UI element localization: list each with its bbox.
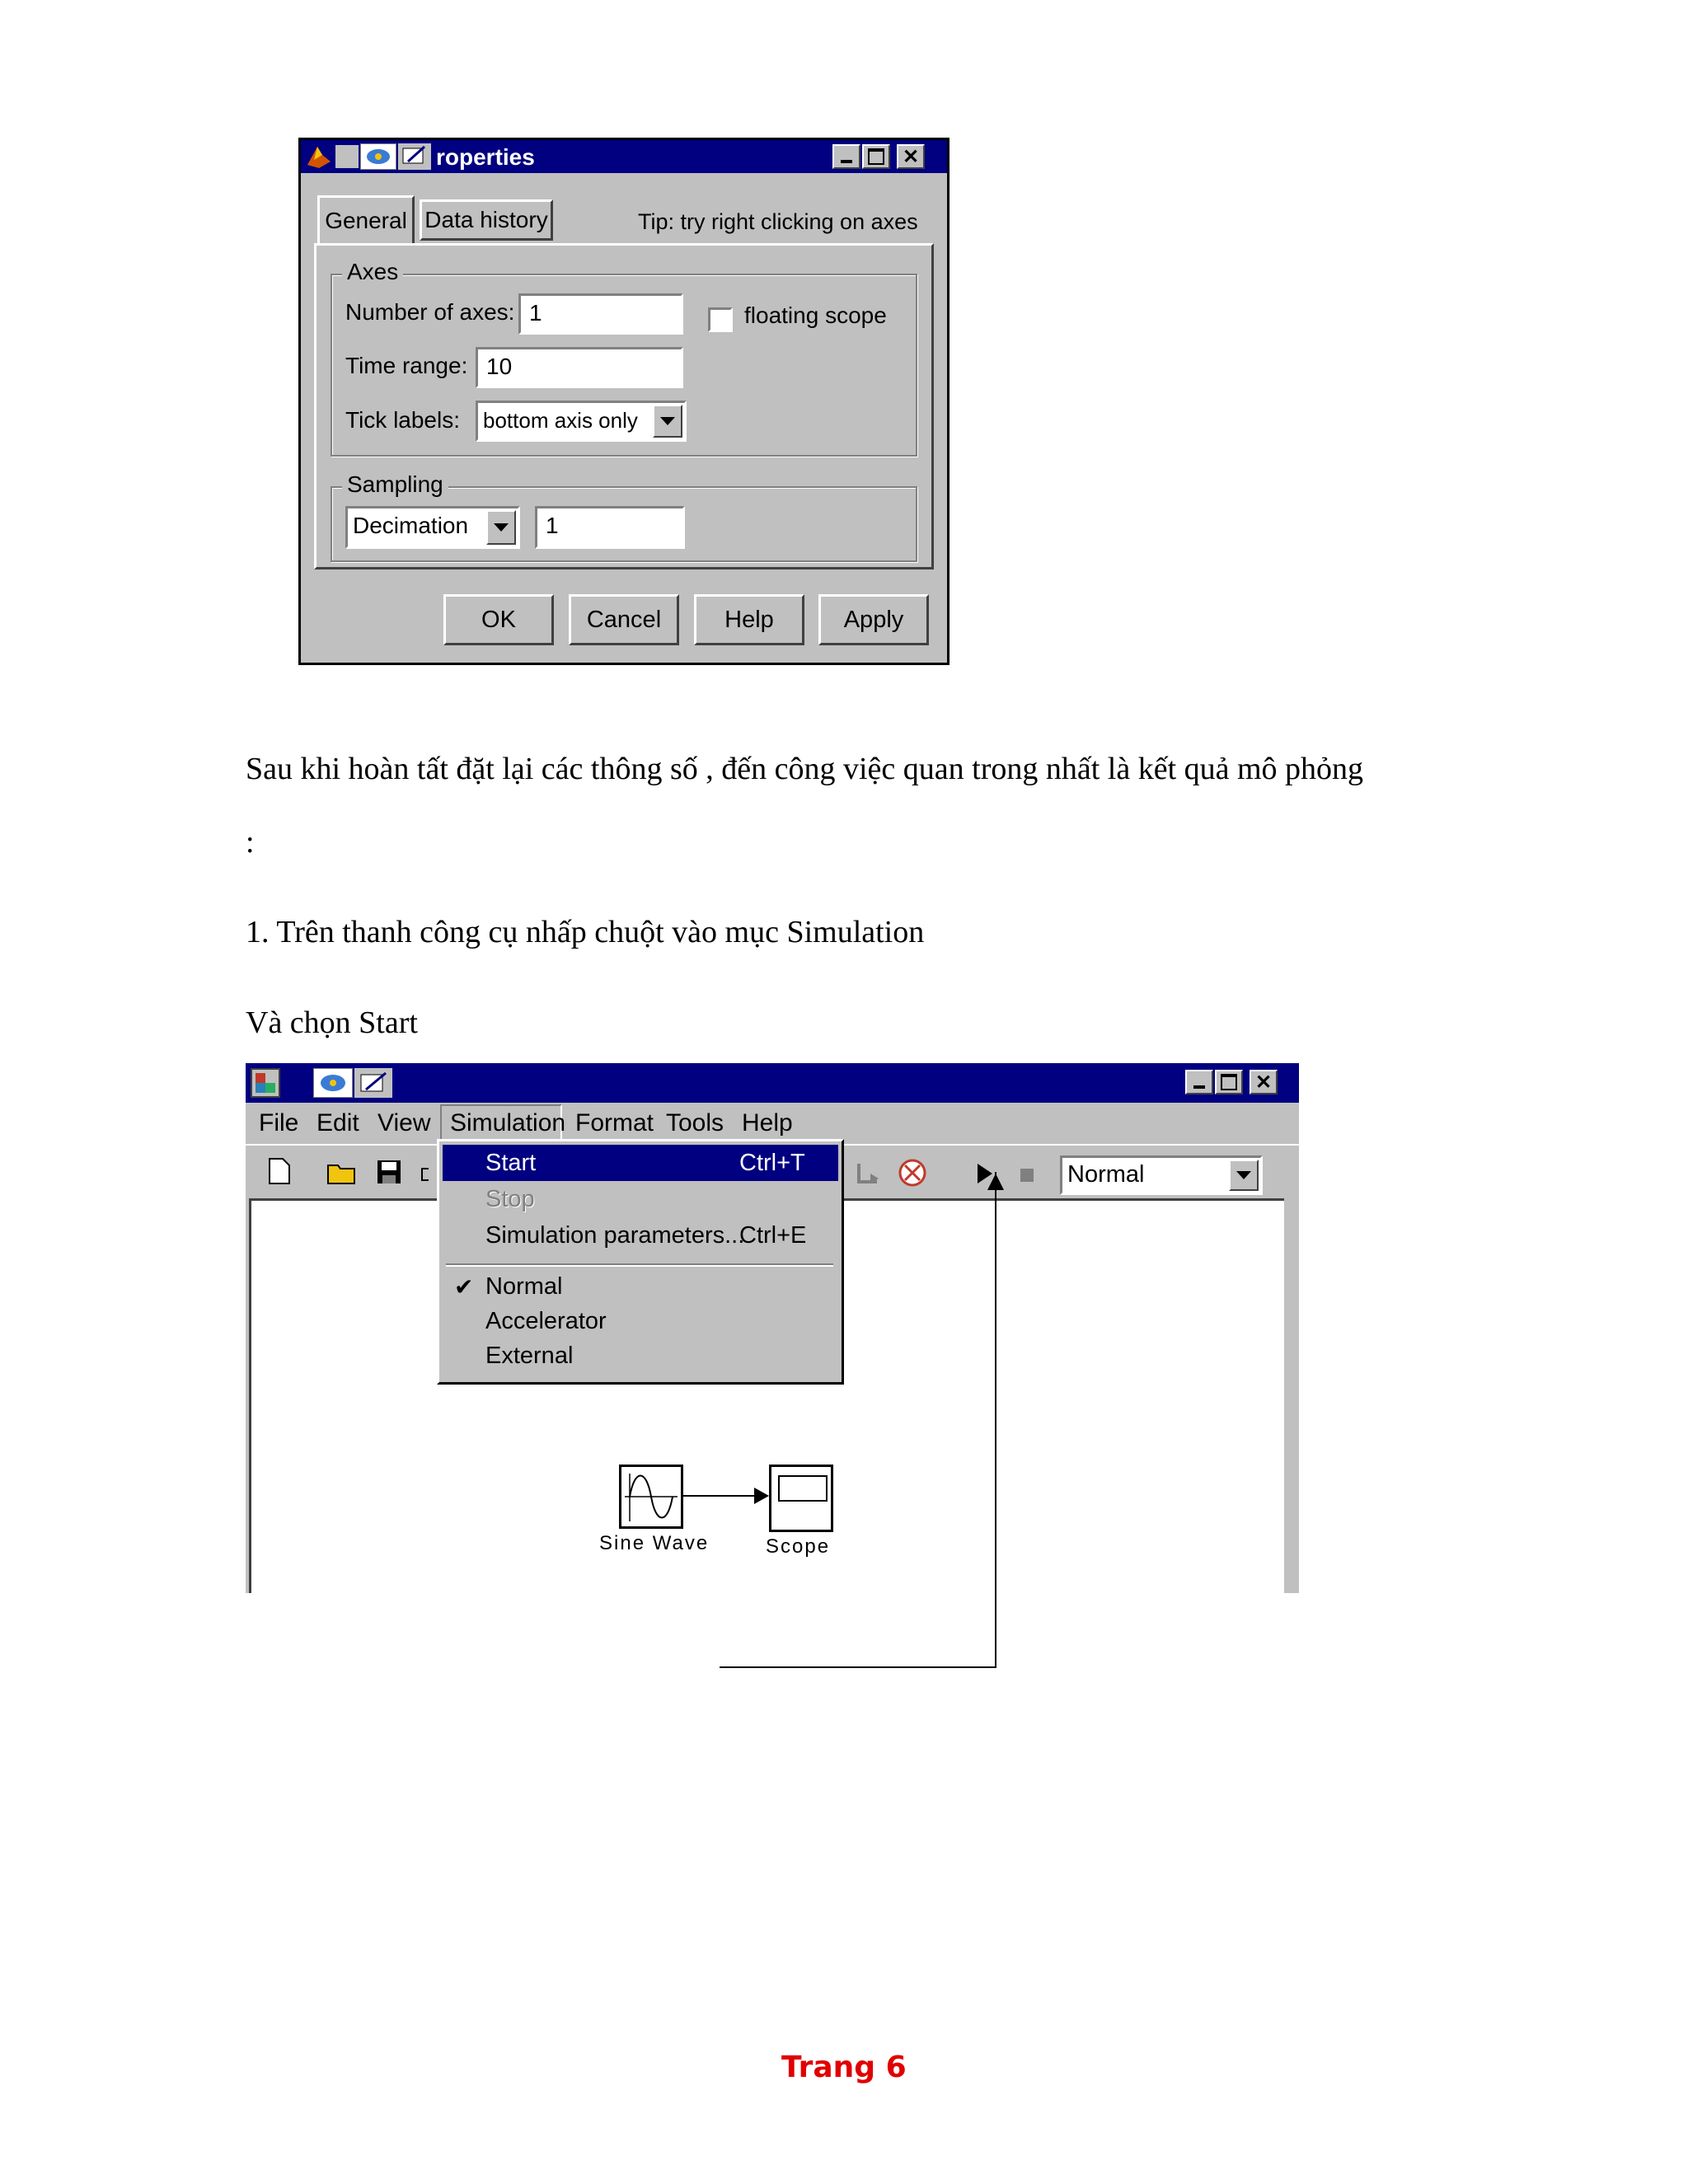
number-of-axes-value: 1 <box>529 300 542 326</box>
menu-simulation-label: Simulation <box>450 1109 566 1137</box>
edit-icon <box>398 143 431 170</box>
maximize-button[interactable] <box>862 144 890 169</box>
build-icon[interactable] <box>852 1157 885 1191</box>
axes-group-title: Axes <box>342 259 403 285</box>
print-icon[interactable] <box>420 1160 429 1185</box>
chevron-down-icon[interactable] <box>1229 1160 1259 1191</box>
paragraph-colon: : <box>246 825 255 860</box>
maximize-icon <box>868 148 884 165</box>
number-of-axes-label: Number of axes: <box>345 299 515 325</box>
menubar <box>246 1103 1299 1142</box>
tab-data-history[interactable] <box>420 199 553 241</box>
tab-data-history-label: Data history <box>424 207 548 232</box>
minimize-icon <box>1193 1085 1205 1089</box>
page-footer: Trang 6 <box>781 2050 907 2084</box>
sine-wave-icon <box>621 1467 681 1526</box>
time-range-value: 10 <box>486 354 513 379</box>
menu-item-normal[interactable]: Normal <box>485 1273 563 1300</box>
floating-scope-checkbox[interactable] <box>708 307 733 332</box>
pointer-line-horizontal <box>720 1666 996 1668</box>
minimize-button[interactable] <box>832 144 860 169</box>
pointer-arrow-icon <box>987 1174 1004 1190</box>
open-folder-icon[interactable] <box>326 1159 358 1189</box>
simulink-logo-icon <box>251 1068 280 1098</box>
maximize-icon <box>1221 1074 1237 1090</box>
simulation-mode-value: Normal <box>1067 1161 1145 1188</box>
paragraph-text: Sau khi hoàn tất đặt lại các thông số , đến công việc quan trong nhất là kết quả mô phỏng <box>246 752 1364 786</box>
simulation-mode-dropdown[interactable] <box>1060 1155 1263 1195</box>
close-icon: ✕ <box>902 145 920 168</box>
menu-view[interactable]: View <box>377 1109 431 1137</box>
apply-button[interactable] <box>818 594 929 645</box>
number-of-axes-input[interactable] <box>518 293 683 335</box>
minimize-icon <box>841 160 852 163</box>
menu-item-parameters-shortcut: Ctrl+E <box>739 1222 807 1249</box>
close-button[interactable] <box>1250 1070 1278 1094</box>
menu-simulation[interactable] <box>440 1104 566 1141</box>
menu-file[interactable]: File <box>259 1109 299 1137</box>
cancel-label: Cancel <box>586 606 662 633</box>
menu-item-parameters[interactable] <box>443 1219 838 1255</box>
sampling-group-title: Sampling <box>342 471 448 498</box>
ok-button[interactable] <box>443 594 554 645</box>
scope-screen-icon <box>778 1475 828 1502</box>
simulation-menu <box>437 1139 844 1385</box>
sine-wave-block[interactable] <box>619 1465 683 1529</box>
pointer-line-vertical <box>995 1172 996 1668</box>
scope-label: Scope <box>766 1535 831 1558</box>
menu-item-external[interactable]: External <box>485 1343 574 1369</box>
help-button[interactable] <box>694 594 804 645</box>
signal-line[interactable] <box>683 1495 762 1497</box>
maximize-button[interactable] <box>1215 1070 1243 1094</box>
stop-icon <box>1020 1169 1034 1182</box>
chevron-down-icon[interactable] <box>653 405 682 438</box>
window-title-bar <box>246 1063 1299 1103</box>
toolbar-fragment-icon <box>335 145 359 168</box>
step-one-text: 1. Trên thanh công cụ nhấp chuột vào mục Simulation <box>246 915 925 949</box>
checkmark-icon: ✔ <box>454 1274 474 1300</box>
time-range-input[interactable] <box>476 347 683 388</box>
menu-tools[interactable]: Tools <box>666 1109 724 1137</box>
tick-labels-value: bottom axis only <box>483 408 638 433</box>
cancel-button[interactable] <box>569 594 679 645</box>
simulink-model-window <box>246 1063 1299 1593</box>
floating-scope-label: floating scope <box>744 302 887 328</box>
debug-icon[interactable] <box>897 1157 928 1193</box>
sine-wave-label: Sine Wave <box>599 1532 710 1554</box>
scope-properties-dialog <box>298 138 950 665</box>
decimation-factor-input[interactable] <box>535 506 685 549</box>
menu-item-accelerator[interactable]: Accelerator <box>485 1308 607 1334</box>
menu-item-start-shortcut: Ctrl+T <box>739 1150 805 1176</box>
close-icon: ✕ <box>1254 1071 1273 1094</box>
ok-label: OK <box>481 606 516 633</box>
sampling-mode-value: Decimation <box>353 513 469 538</box>
decimation-factor-value: 1 <box>546 513 559 538</box>
scope-block[interactable] <box>769 1465 833 1532</box>
dialog-title: roperties <box>436 144 535 170</box>
menu-item-stop: Stop <box>485 1186 535 1212</box>
tab-general-label: General <box>325 207 407 233</box>
menu-item-parameters-label: Simulation parameters... <box>485 1222 745 1249</box>
step-two-text: Và chọn Start <box>246 1005 418 1040</box>
signal-arrow-icon <box>754 1488 769 1504</box>
new-file-icon[interactable] <box>267 1157 292 1189</box>
tip-text: Tip: try right clicking on axes <box>638 209 918 234</box>
dialog-title-bar <box>301 140 947 173</box>
chevron-down-icon[interactable] <box>486 510 516 545</box>
time-range-label: Time range: <box>345 353 468 378</box>
properties-icon <box>313 1068 353 1098</box>
apply-label: Apply <box>843 606 904 633</box>
minimize-button[interactable] <box>1185 1070 1213 1094</box>
help-label: Help <box>724 606 774 633</box>
menu-edit[interactable]: Edit <box>316 1109 359 1137</box>
sampling-mode-dropdown[interactable] <box>345 506 520 549</box>
tab-general[interactable] <box>317 195 415 243</box>
menu-item-start[interactable] <box>443 1145 838 1181</box>
menu-separator <box>446 1263 833 1267</box>
edit-icon <box>354 1068 392 1098</box>
save-icon[interactable] <box>376 1159 402 1189</box>
properties-icon <box>360 143 396 170</box>
menu-item-start-label: Start <box>485 1150 537 1176</box>
tick-labels-label: Tick labels: <box>345 407 461 433</box>
menu-help[interactable]: Help <box>742 1109 793 1137</box>
menu-format[interactable]: Format <box>575 1109 654 1137</box>
close-button[interactable] <box>897 144 925 169</box>
tick-labels-dropdown[interactable] <box>476 401 687 442</box>
matlab-logo-icon <box>306 143 332 170</box>
